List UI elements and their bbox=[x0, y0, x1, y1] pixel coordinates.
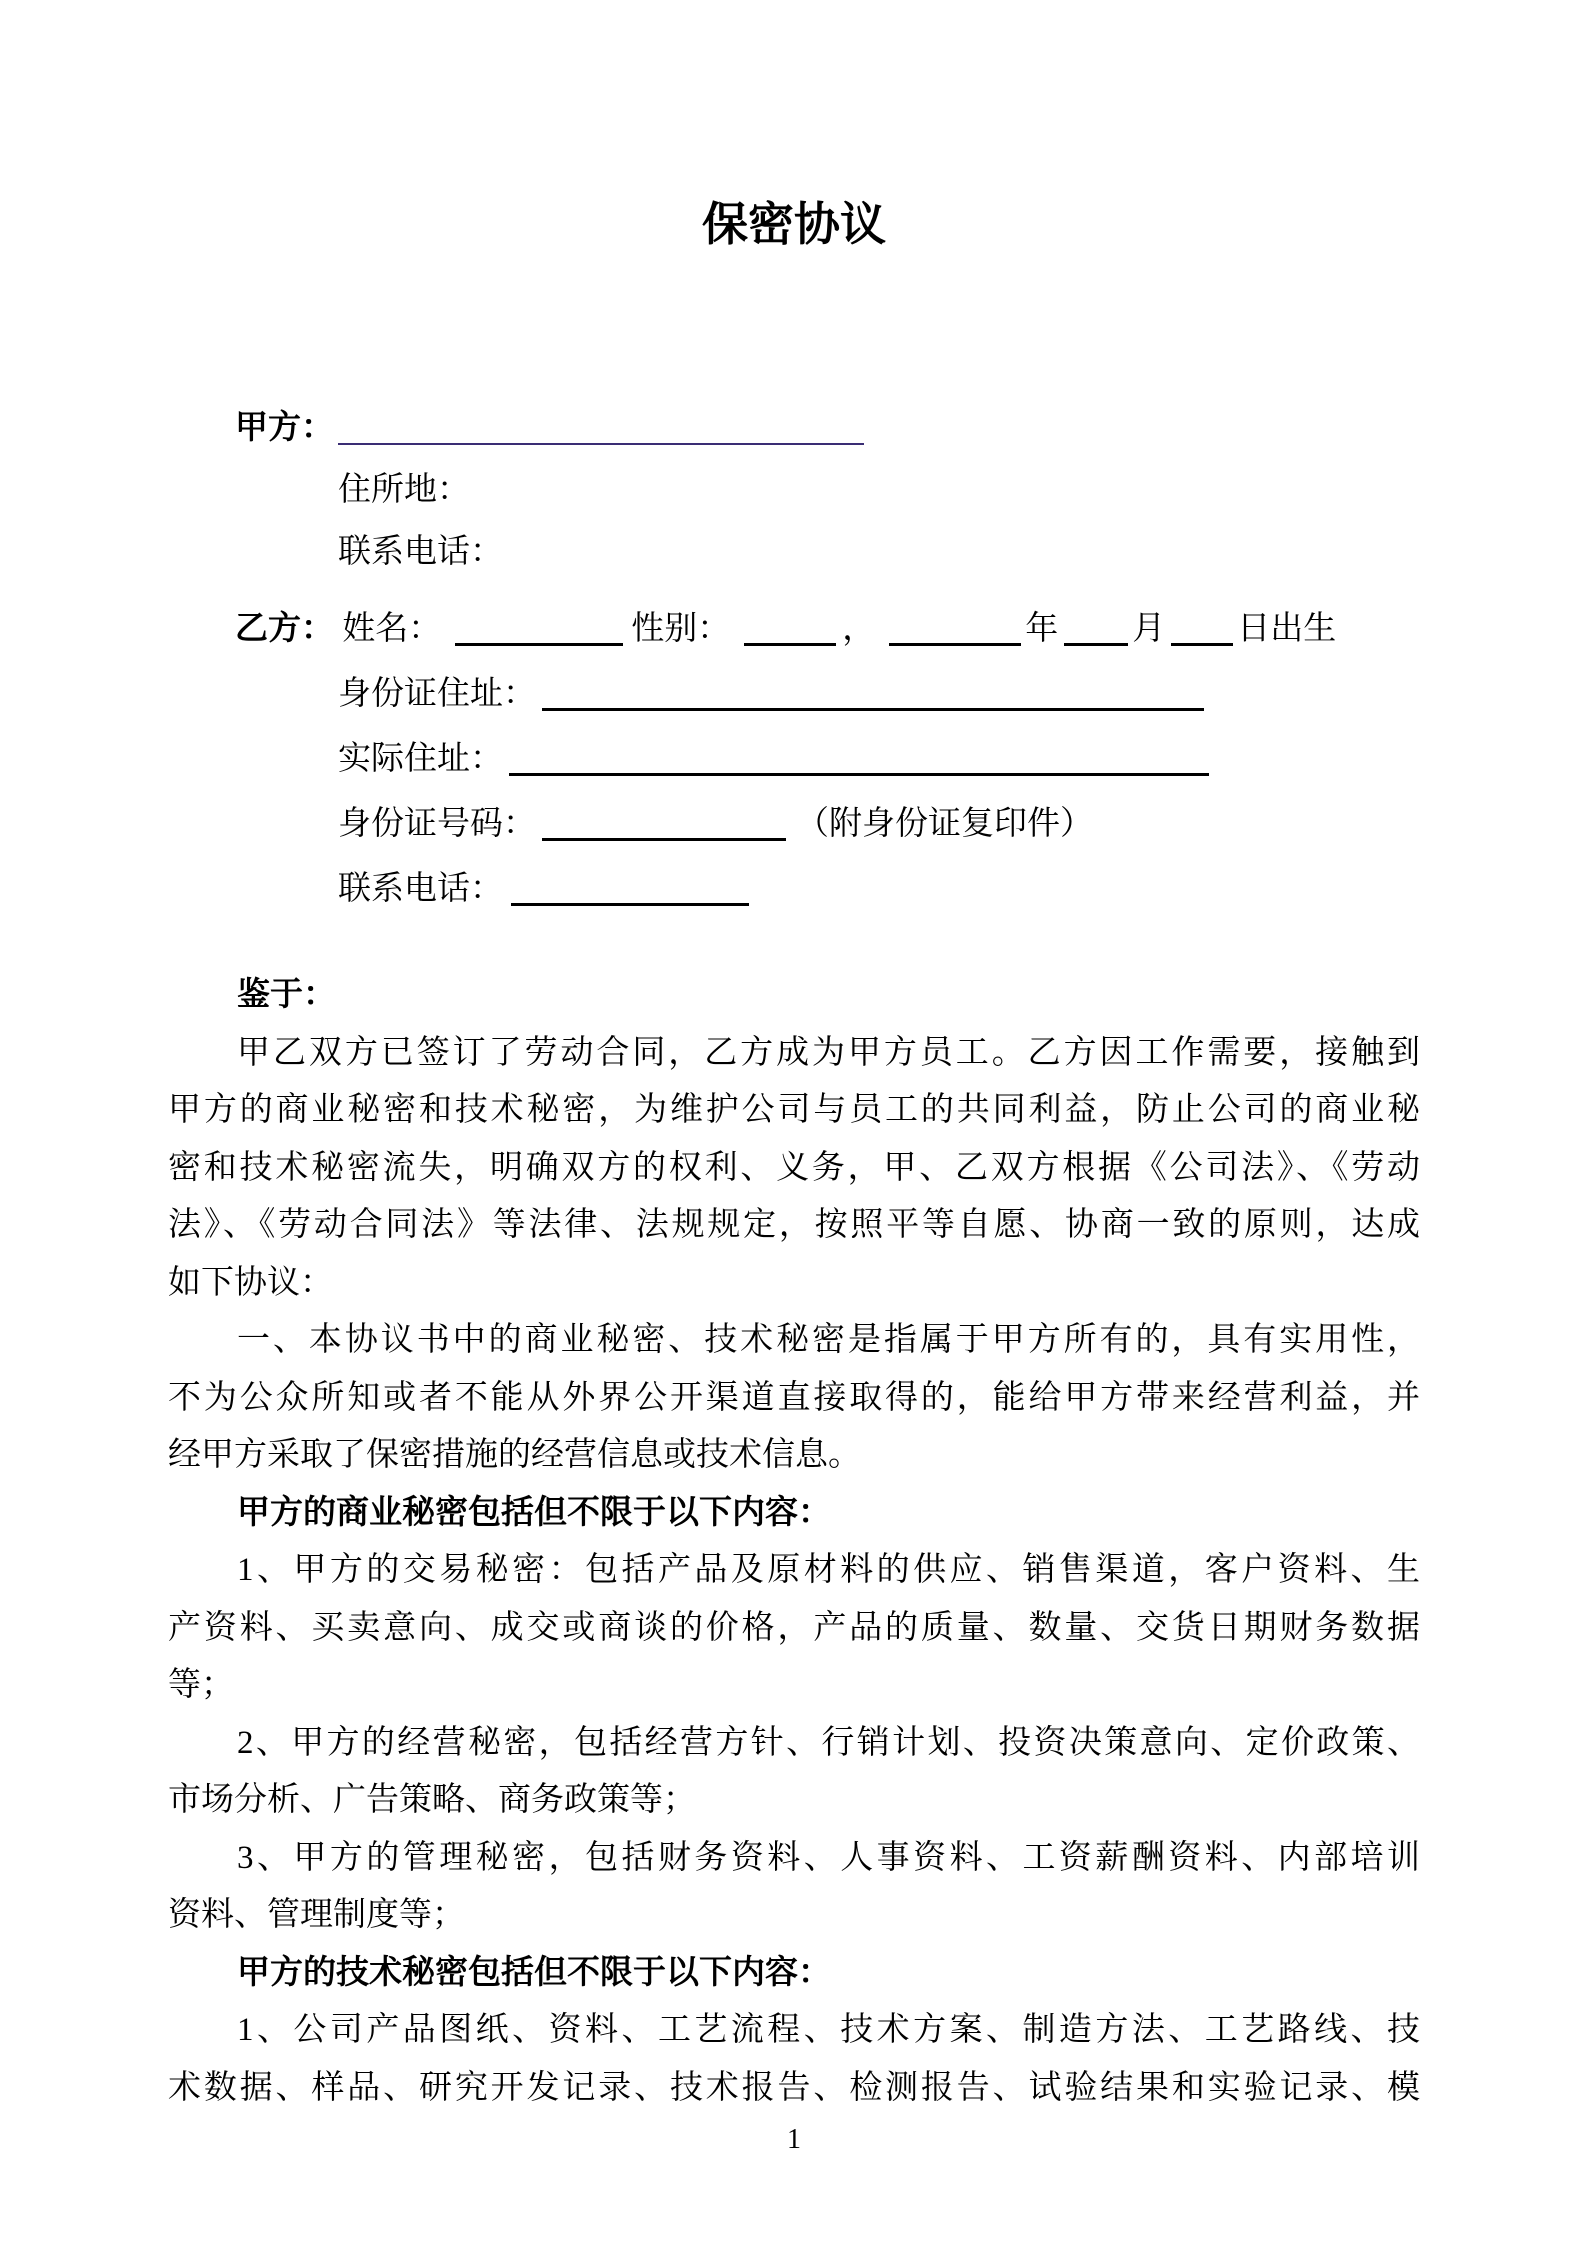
body-line: 甲乙双方已签订了劳动合同，乙方成为甲方员工。乙方因工作需要，接触到 bbox=[237, 1034, 1420, 1071]
party-b-id-number-blank[interactable] bbox=[542, 811, 786, 841]
party-b-month-suffix: 月 bbox=[1132, 611, 1166, 647]
party-a-name-blank[interactable] bbox=[338, 415, 864, 445]
party-b-identity-row bbox=[168, 597, 1420, 662]
party-b-id-number-label: 身份证号码： bbox=[338, 806, 536, 842]
body-line: 不为公众所知或者不能从外界公开渠道直接取得的，能给甲方带来经营利益，并 bbox=[168, 1379, 1420, 1416]
party-a-row bbox=[168, 397, 1420, 459]
party-b-name-blank[interactable] bbox=[455, 616, 623, 646]
party-b-birth-year-blank[interactable] bbox=[889, 616, 1021, 646]
party-b-day-suffix: 日出生 bbox=[1237, 611, 1337, 647]
section-heading-business-secrets: 甲方的商业秘密包括但不限于以下内容： bbox=[237, 1494, 831, 1531]
party-b-id-address-blank[interactable] bbox=[542, 681, 1204, 711]
party-a-phone-label: 联系电话： bbox=[338, 534, 503, 570]
body-line: 1、甲方的交易秘密：包括产品及原材料的供应、销售渠道，客户资料、生 bbox=[237, 1552, 1420, 1588]
party-b-id-number-row bbox=[168, 792, 1420, 857]
party-b-id-copy-note: （附身份证复印件） bbox=[796, 806, 1093, 842]
party-b-comma: ， bbox=[842, 611, 876, 647]
body-line: 资料、管理制度等； bbox=[168, 1897, 465, 1933]
page-number: 1 bbox=[787, 2124, 801, 2155]
party-a-residence-label: 住所地： bbox=[338, 472, 470, 508]
party-b-birth-day-blank[interactable] bbox=[1171, 616, 1233, 646]
party-b-birth-month-blank[interactable] bbox=[1064, 616, 1128, 646]
body-line: 密和技术秘密流失，明确双方的权利、义务，甲、乙双方根据《公司法》、《劳动 bbox=[168, 1149, 1420, 1186]
agreement-body bbox=[168, 1025, 1420, 2118]
body-line: 市场分析、广告策略、商务政策等； bbox=[168, 1782, 696, 1818]
body-line: 术数据、样品、研究开发记录、技术报告、检测报告、试验结果和实验记录、模 bbox=[168, 2069, 1420, 2106]
party-b-actual-address-label: 实际住址： bbox=[338, 741, 503, 777]
body-line: 2、甲方的经营秘密，包括经营方针、行销计划、投资决策意向、定价政策、 bbox=[237, 1724, 1420, 1761]
section-heading-technical-secrets: 甲方的技术秘密包括但不限于以下内容： bbox=[237, 1954, 831, 1991]
party-b-name-label: 姓名： bbox=[342, 611, 442, 647]
body-line: 如下协议： bbox=[168, 1264, 333, 1301]
party-b-actual-address-blank[interactable] bbox=[509, 746, 1209, 776]
body-line: 经甲方采取了保密措施的经营信息或技术信息。 bbox=[168, 1437, 861, 1473]
party-b-phone-label: 联系电话： bbox=[338, 871, 503, 907]
party-b-section bbox=[168, 597, 1420, 922]
party-b-actual-address-row bbox=[168, 727, 1420, 792]
body-line: 等； bbox=[168, 1667, 234, 1703]
body-line: 甲方的商业秘密和技术秘密，为维护公司与员工的共同利益，防止公司的商业秘 bbox=[168, 1092, 1420, 1128]
party-b-gender-label: 性别： bbox=[631, 611, 731, 647]
whereas-label: 鉴于： bbox=[237, 977, 336, 1013]
party-a-section bbox=[168, 397, 1420, 583]
party-b-year-suffix: 年 bbox=[1025, 611, 1059, 647]
document-title: 保密协议 bbox=[702, 199, 886, 250]
party-b-phone-blank[interactable] bbox=[511, 876, 749, 906]
party-a-phone-row bbox=[168, 521, 1420, 583]
party-b-id-address-row bbox=[168, 662, 1420, 727]
body-line: 一、本协议书中的商业秘密、技术秘密是指属于甲方所有的，具有实用性， bbox=[237, 1322, 1420, 1358]
body-line: 产资料、买卖意向、成交或商谈的价格，产品的质量、数量、交货日期财务数据 bbox=[168, 1609, 1420, 1646]
body-line: 1、公司产品图纸、资料、工艺流程、技术方案、制造方法、工艺路线、技 bbox=[237, 2012, 1420, 2048]
party-b-id-address-label: 身份证住址： bbox=[338, 676, 536, 712]
party-b-label: 乙方： bbox=[235, 611, 334, 647]
party-b-gender-blank[interactable] bbox=[744, 616, 836, 646]
body-line: 3、甲方的管理秘密，包括财务资料、人事资料、工资薪酬资料、内部培训 bbox=[237, 1839, 1420, 1876]
party-a-residence-row bbox=[168, 459, 1420, 521]
party-a-label: 甲方： bbox=[235, 410, 334, 446]
party-b-phone-row bbox=[168, 857, 1420, 922]
body-line: 法》、《劳动合同法》等法律、法规规定，按照平等自愿、协商一致的原则，达成 bbox=[168, 1207, 1420, 1243]
